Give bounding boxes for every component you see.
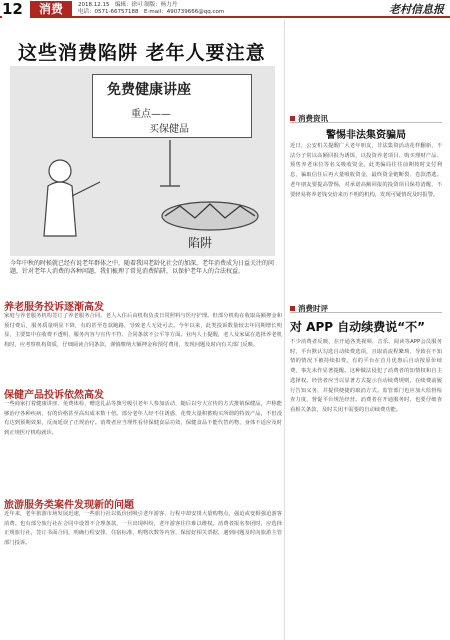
section-3-heading: 旅游服务类案件发现新的问题 (4, 500, 134, 511)
section-1-body: 家庭与养老服务机构签订了养老服务合同，老人入住后由机构负责日常照料与医疗护理。但部分机构在收取高额押金和预付费后，服务质量明显下降，有的甚至卷款跑路，导致老人无处可去。今年以来，此类投诉数量较去年同期增长明显，主要集中在收费不透明、服务内容与宣传不符、合同条款不公平等方面。业内人士提醒，老人及家属在选择养老机构时，应考察机构资质，仔细阅读合同条款，谨慎缴纳大额押金和预付费用，发现问题及时向有关部门反映。 (4, 313, 282, 349)
masthead-contact: 电话：0571-66757188 E-mail：490739666@qq.com (78, 9, 225, 15)
section-1-heading: 养老服务投诉逐渐高发 (4, 302, 104, 313)
trap-label: 陷阱 (188, 236, 213, 250)
newspaper-brand: 老村信息报 (389, 3, 444, 16)
page-number: 12 (2, 0, 30, 18)
column-divider (284, 20, 285, 640)
date: 2018.12.15 (78, 2, 110, 8)
editors: 编辑：徐可 制版：杨力丹 (115, 2, 178, 8)
sidebar-1-rule (290, 122, 442, 123)
board-line-1: 重点—— (131, 109, 171, 120)
sidebar-1-title: 警惕非法集资骗局 (326, 130, 406, 141)
sidebar-2-rule (290, 312, 442, 313)
section-3-body: 近年来，老年旅游市场发展迅速，一些旅行社以低价团吸引老年游客，行程中却安排大量购物点，强迫或变相强迫游客消费。也有部分旅行社在合同中设置不合理条款，一旦出现纠纷，老年游客往往难以维权。消费者报名参团时，应选择正规旅行社，签订书面合同，明确行程安排、住宿标准、购物次数等内容，保留好相关票据，遇到问题及时向旅游主管部门投诉。 (4, 511, 282, 547)
sidebar-1-tag: 消费资讯 (290, 113, 328, 124)
section-label: 消费 (30, 1, 72, 17)
board-title: 免费健康讲座 (107, 82, 191, 98)
section-2-body: 一些商家打着健康讲座、免费体检、赠送礼品等旗号吸引老年人参加活动，随后以夸大宣传的方式推销保健品，声称能够治疗各种疾病，有的价格甚至高出成本数十倍。部分老年人经不住诱惑，花费大量积蓄购买所谓的特效产品，不但没有达到预期效果，反而延误了正规治疗。消费者应当理性看待保健食品功效，保健食品不能代替药物，身体不适应及时到正规医疗机构就诊。 (4, 401, 282, 437)
sidebar-2-tag: 消费时评 (290, 303, 328, 314)
sidebar-2-body: 不少消费者反映，在开通各类视频、音乐、阅读等APP会员服务时，平台默认勾选自动续费选项，且取消流程繁琐，导致在不知情的情况下被持续扣费。有的平台在首月优惠后自动按原价续费，事先未作显著提醒。这种做法侵犯了消费者的知情权和自主选择权。经营者应当以显著方式提示自动续费规则，在续费前履行告知义务，并提供便捷的取消方式。监管部门也应加大监督检查力度，督促平台规范经营。消费者在开通服务时，也要仔细查看相关条款，及时关闭不需要的自动续费功能。 (290, 339, 442, 413)
lecture-board (92, 74, 252, 138)
masthead-date (78, 2, 177, 9)
sidebar-1-body: 近日，公安机关提醒广大老年朋友，非法集资活动花样翻新，不法分子常以高额回报为诱饵，以投资养老项目、购买理财产品、预售养老床位等名义吸收资金。此类骗局往往前期按时支付利息，骗取信任后再大量吸收资金，最终资金链断裂、卷款潜逃。老年朋友要提高警惕，对承诺高额回报的投资项目保持清醒，不要轻易将养老钱交给来历不明的机构，发现可疑情况及时报警。 (290, 143, 442, 198)
page-headline: 这些消费陷阱 老年人要注意 (18, 42, 266, 64)
illustration (10, 66, 275, 256)
board-line-2: 买保健品 (149, 124, 189, 135)
section-2-heading: 保健产品投诉依然高发 (4, 390, 104, 401)
masthead (0, 0, 450, 18)
photo-caption: 今年中秋的时候就已经有说老年群体之中，随着我国老龄化社会的加深，老年消费成为日益关注的问题，针对老年人消费的各种问题，我们梳理了常见消费陷阱，以保护老年人的合法权益。 (10, 260, 275, 275)
sidebar-2-title: 对 APP 自动续费说“不” (290, 320, 426, 334)
